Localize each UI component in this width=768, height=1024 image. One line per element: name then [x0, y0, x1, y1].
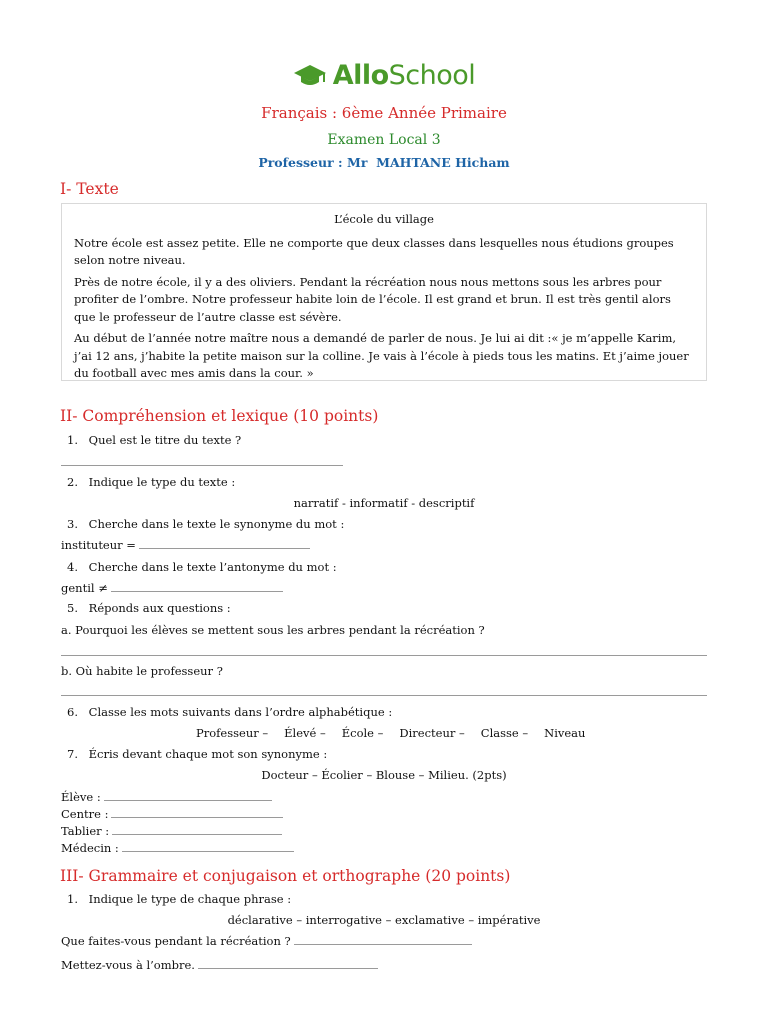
- synonym-blank-2[interactable]: [111, 807, 283, 818]
- sentence-2-blank[interactable]: [198, 958, 378, 969]
- section-2-title: II- Compréhension et lexique (10 points): [60, 407, 379, 425]
- word-6: Niveau: [544, 726, 586, 740]
- synonym-item-2: Centre :: [61, 807, 283, 821]
- reading-text-box: [61, 203, 707, 381]
- question-2: 2. Indique le type du texte :: [67, 475, 236, 489]
- logo-wordmark: AlloSchool: [332, 60, 476, 91]
- alloschool-logo: [0, 60, 768, 91]
- teacher-name: Professeur : Mr MAHTANE Hicham: [258, 155, 510, 170]
- question-5a: a. Pourquoi les élèves se mettent sous les arbres pendant la récréation ?: [61, 623, 485, 637]
- words-to-sort: [196, 726, 601, 740]
- graduation-cap-icon: [293, 63, 327, 89]
- antonym-answer: gentil ≠: [61, 581, 283, 595]
- sentence-1-blank[interactable]: [294, 934, 472, 945]
- question-3: 3. Cherche dans le texte le synonyme du mot :: [67, 517, 345, 531]
- subject-title: Français : 6ème Année Primaire: [261, 104, 507, 122]
- word-3: École –: [341, 726, 384, 740]
- text-paragraph-3: Au début de l’année notre maître nous a demandé de parler de nous. Je lui ai dit :« je m’appelle Karim, j’ai 12 ans, j’habite la petite maison sur la colline. Je vais à l’école à pieds tous les matins. Et j’aime jouer du football avec mes amis dans la cour. »: [74, 331, 689, 380]
- question-4: 4. Cherche dans le texte l’antonyme du mot :: [67, 560, 337, 574]
- word-2: Élevé –: [284, 726, 326, 740]
- word-4: Directeur –: [399, 726, 465, 740]
- word-1: Professeur –: [196, 726, 269, 740]
- synonym-item-3: Tablier :: [61, 824, 282, 838]
- synonym-options: Docteur – Écolier – Blouse – Milieu. (2pts): [261, 768, 507, 782]
- text-paragraph-1: Notre école est assez petite. Elle ne comporte que deux classes dans lesquelles nous étudions groupes selon notre niveau.: [74, 235, 674, 267]
- section-3-title: III- Grammaire et conjugaison et orthographe (20 points): [60, 867, 511, 885]
- synonym-blank-4[interactable]: [122, 841, 294, 852]
- sentence-type-options: déclarative – interrogative – exclamative – impérative: [227, 913, 541, 927]
- word-5: Classe –: [480, 726, 529, 740]
- synonym-blank-3[interactable]: [112, 824, 282, 835]
- synonym-answer: instituteur =: [61, 538, 310, 552]
- synonym-blank[interactable]: [139, 538, 310, 549]
- question-7: 7. Écris devant chaque mot son synonyme :: [67, 747, 328, 761]
- section-1-title: I- Texte: [60, 180, 119, 198]
- sentence-1: Que faites-vous pendant la récréation ?: [61, 934, 472, 948]
- synonym-item-4: Médecin :: [61, 841, 294, 855]
- sentence-2: Mettez-vous à l’ombre.: [61, 958, 378, 972]
- question-5: 5. Réponds aux questions :: [67, 601, 231, 615]
- answer-line-q5b[interactable]: [61, 695, 707, 696]
- question-6: 6. Classe les mots suivants dans l’ordre alphabétique :: [67, 705, 393, 719]
- text-title: L’école du village: [334, 212, 434, 226]
- question-5b: b. Où habite le professeur ?: [61, 664, 223, 678]
- synonym-blank-1[interactable]: [104, 790, 272, 801]
- synonym-item-1: Élève :: [61, 790, 272, 804]
- antonym-blank[interactable]: [111, 581, 283, 592]
- text-paragraph-2: Près de notre école, il y a des oliviers. Pendant la récréation nous nous mettons sous les arbres pour profiter de l’ombre. Notre professeur habite loin de l’école. Il est grand et brun. Il est très gentil alors que le professeur de l’autre classe est sévère.: [74, 274, 671, 324]
- question-1: 1. Quel est le titre du texte ?: [67, 433, 242, 447]
- text-type-options: narratif - informatif - descriptif: [293, 496, 475, 510]
- grammar-question-1: 1. Indique le type de chaque phrase :: [67, 892, 292, 906]
- answer-line-q5a[interactable]: [61, 655, 707, 656]
- exam-title: Examen Local 3: [327, 132, 441, 148]
- answer-line-q1[interactable]: [61, 465, 343, 466]
